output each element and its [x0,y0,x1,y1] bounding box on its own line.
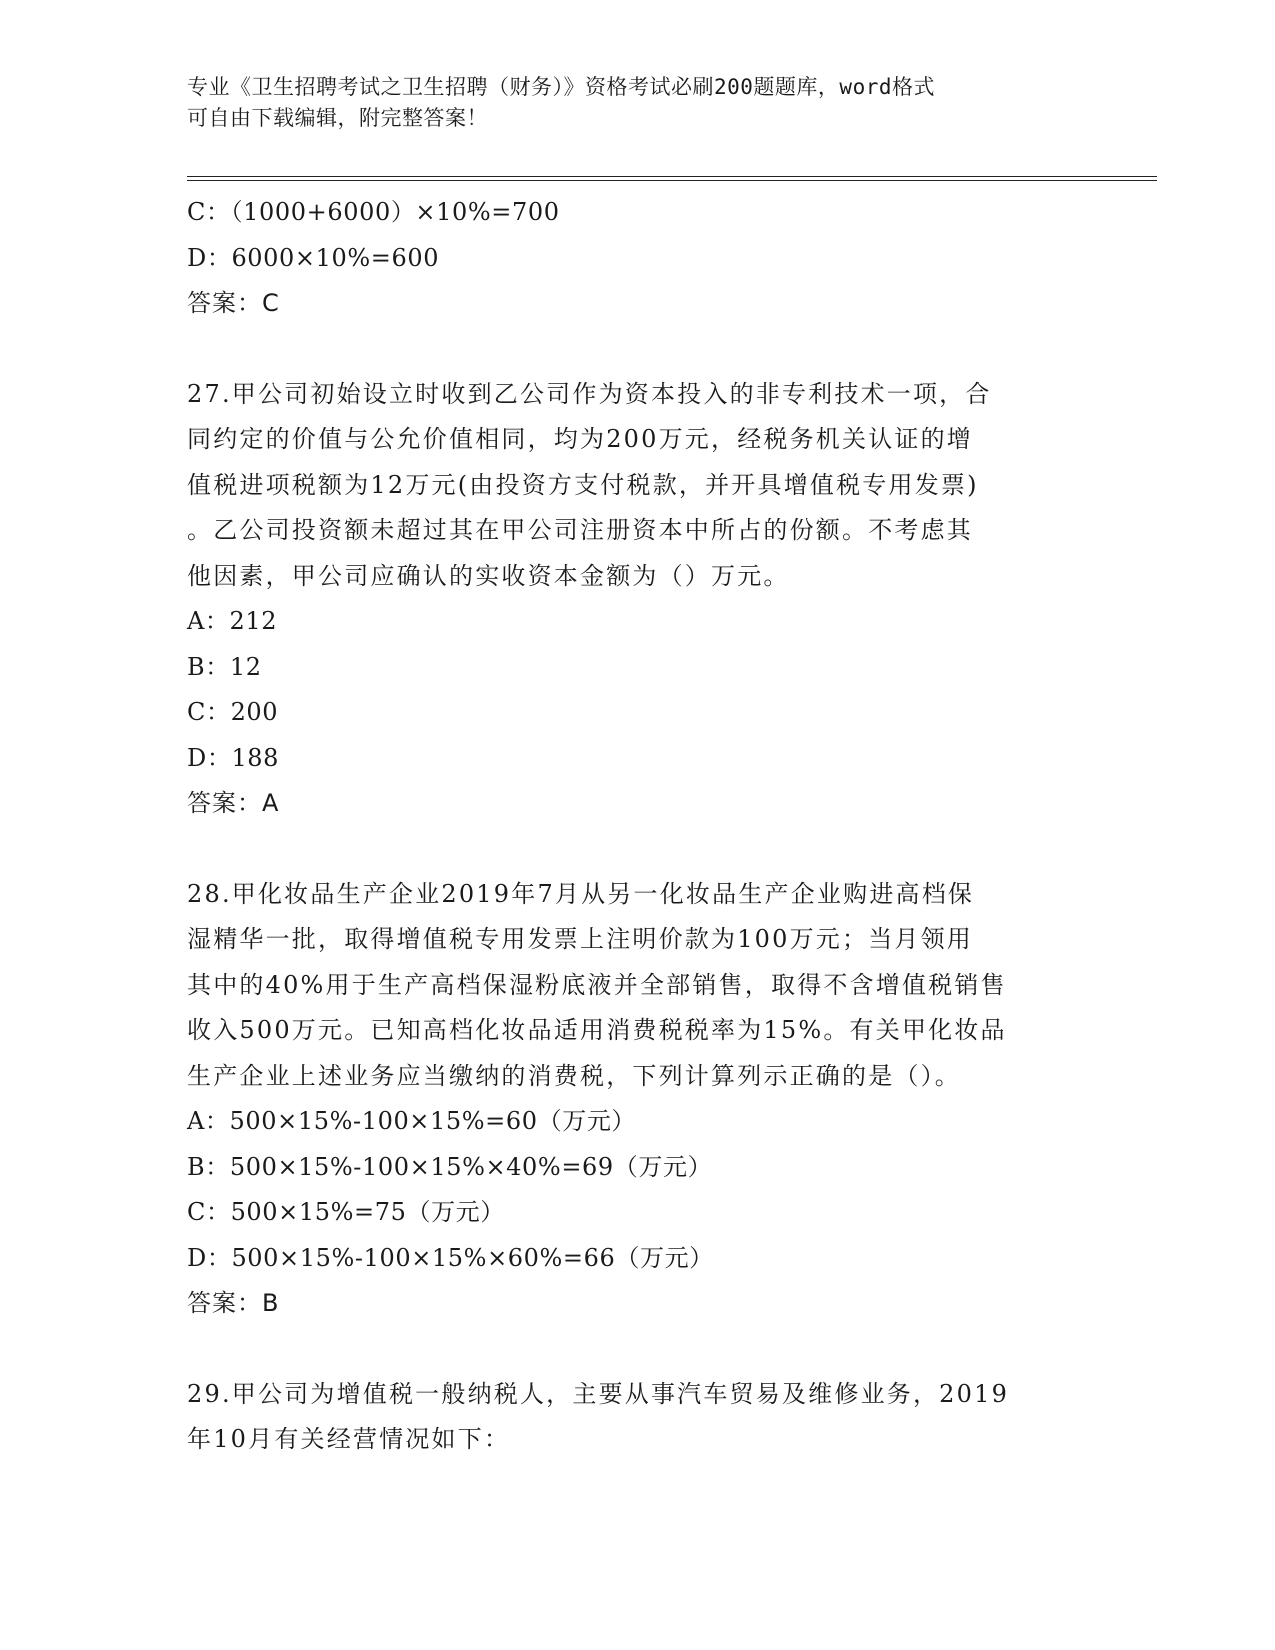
stem-line: 年10月有关经营情况如下： [187,1425,511,1453]
answer-line: 答案：B [187,1289,280,1317]
option-b: B：12 [187,652,262,681]
option-a: A：500×15%-100×15%=60（万元） [187,1107,637,1135]
stem-line: 收入500万元。已知高档化妆品适用消费税税率为15%。有关甲化妆品 [187,1016,1007,1044]
stem-line: 生产企业上述业务应当缴纳的消费税，下列计算列示正确的是（）。 [187,1061,961,1090]
stem-line: 他因素，甲公司应确认的实收资本金额为（）万元。 [187,561,790,590]
spacer [187,327,1087,372]
header-line-1: 专业《卫生招聘考试之卫生招聘（财务）》资格考试必刷200题题库，word格式 [187,75,935,99]
document-body [187,190,1087,1463]
question-29 [187,1372,1087,1463]
question-stem [187,872,1087,1100]
option-c: C：500×15%=75（万元） [187,1198,505,1226]
stem-line: 27.甲公司初始设立时收到乙公司作为资本投入的非专利技术一项，合 [187,379,992,408]
question-26-tail [187,190,1087,327]
question-28 [187,872,1087,1327]
question-27 [187,372,1087,827]
page-header [187,72,1087,134]
stem-line: 湿精华一批，取得增值税专用发票上注明价款为100万元；当月领用 [187,925,974,953]
option-c: C：（1000+6000）×10%=700 [187,198,560,226]
option-b: B：500×15%-100×15%×40%=69（万元） [187,1152,713,1181]
stem-line: 。乙公司投资额未超过其在甲公司注册资本中所占的份额。不考虑其 [187,516,973,544]
answer-line: 答案：C [187,289,280,317]
stem-line: 值税进项税额为12万元(由投资方支付税款，并开具增值税专用发票) [187,470,979,499]
option-d: D：6000×10%=600 [187,243,440,272]
stem-line: 28.甲化妆品生产企业2019年7月从另一化妆品生产企业购进高档保 [187,879,975,908]
option-d: D：188 [187,743,280,772]
answer-line: 答案：A [187,789,280,817]
question-stem [187,372,1087,600]
question-stem [187,1372,1087,1463]
option-c: C：200 [187,698,279,726]
stem-line: 其中的40%用于生产高档保湿粉底液并全部销售，取得不含增值税销售 [187,970,1007,999]
spacer [187,1327,1087,1372]
spacer [187,827,1087,872]
header-line-2: 可自由下载编辑，附完整答案！ [187,106,488,130]
stem-line: 29.甲公司为增值税一般纳税人，主要从事汽车贸易及维修业务，2019 [187,1379,1010,1408]
header-divider [187,176,1157,181]
option-d: D：500×15%-100×15%×60%=66（万元） [187,1243,714,1272]
stem-line: 同约定的价值与公允价值相同，均为200万元，经税务机关认证的增 [187,425,974,453]
option-a: A：212 [187,607,278,635]
